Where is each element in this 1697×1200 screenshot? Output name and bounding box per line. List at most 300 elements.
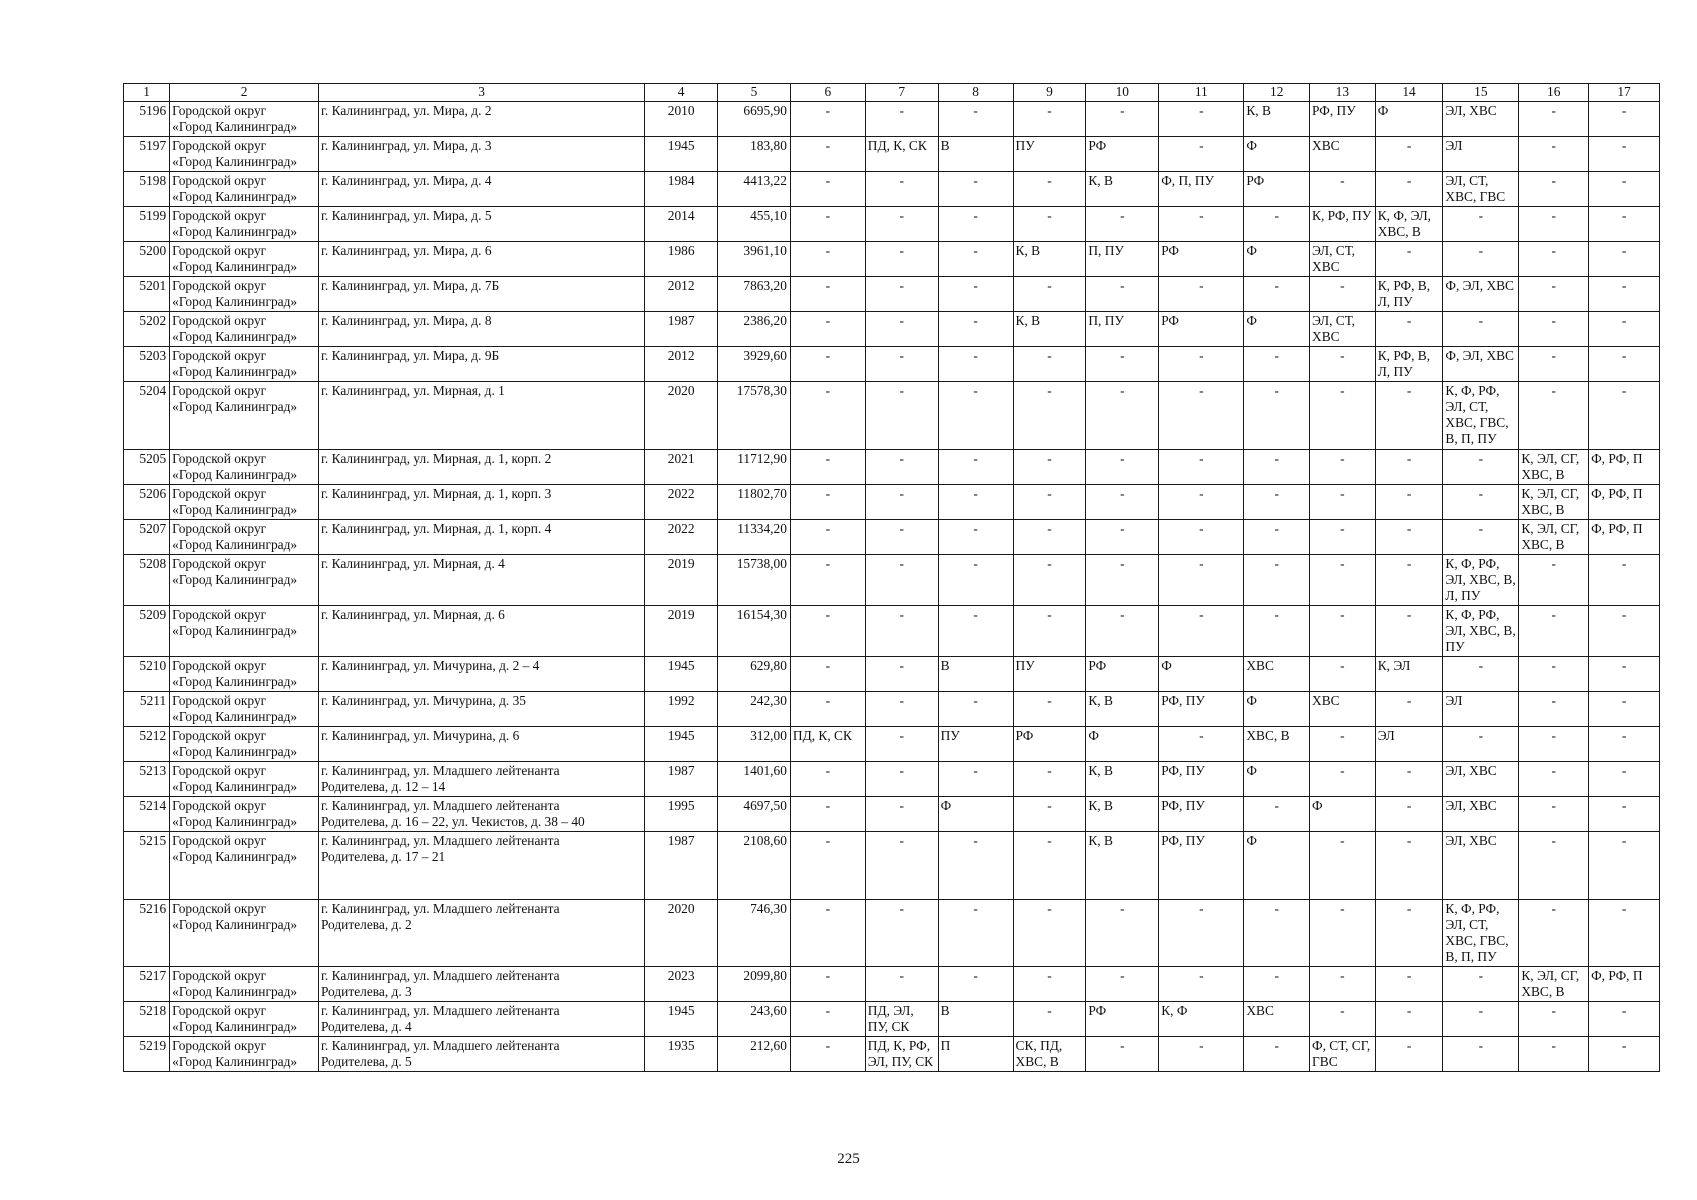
work-type-cell-col-9: -: [1013, 102, 1086, 137]
work-type-cell-col-10: К, В: [1086, 692, 1159, 727]
table-row: [124, 347, 1660, 382]
work-type-cell-col-11: -: [1159, 606, 1244, 657]
work-type-cell-col-13: РФ, ПУ: [1310, 102, 1376, 137]
address-cell: [318, 520, 644, 555]
district-cell: [170, 900, 319, 967]
area-cell: 242,30: [718, 692, 791, 727]
work-type-cell-col-10: К, В: [1086, 172, 1159, 207]
work-type-cell-col-8: -: [938, 347, 1013, 382]
work-type-cell-col-6: -: [790, 657, 865, 692]
work-type-cell-col-10: К, В: [1086, 797, 1159, 832]
district-cell: [170, 657, 319, 692]
work-type-cell-col-7: -: [865, 450, 938, 485]
address-cell-line: г. Калининград, ул. Младшего лейтенанта: [320, 968, 560, 983]
table-row: [124, 797, 1660, 832]
row-number-cell: 5205: [124, 450, 170, 485]
work-type-cell-col-8: В: [938, 1002, 1013, 1037]
address-cell-line: г. Калининград, ул. Младшего лейтенанта: [320, 763, 560, 778]
year-cell: 2012: [645, 277, 718, 312]
district-cell-line: «Город Калининград»: [172, 154, 298, 169]
work-type-cell-col-16: -: [1519, 382, 1589, 450]
work-type-cell-col-13: ЭЛ, СТ, ХВС: [1310, 312, 1376, 347]
work-type-cell-col-17: Ф, РФ, П: [1589, 450, 1660, 485]
work-type-cell-col-6: -: [790, 797, 865, 832]
work-type-cell-col-17: -: [1589, 692, 1660, 727]
work-type-cell-col-14: -: [1375, 520, 1443, 555]
district-cell: [170, 312, 319, 347]
work-type-cell-col-16: К, ЭЛ, СГ, ХВС, В: [1519, 485, 1589, 520]
work-type-cell-col-8: -: [938, 312, 1013, 347]
work-type-cell-col-11: -: [1159, 102, 1244, 137]
work-type-cell-col-14: -: [1375, 762, 1443, 797]
work-type-cell-col-15: ЭЛ: [1443, 137, 1519, 172]
table-row: [124, 207, 1660, 242]
work-type-cell-col-11: -: [1159, 485, 1244, 520]
work-type-cell-col-8: -: [938, 832, 1013, 900]
work-type-cell-col-17: -: [1589, 347, 1660, 382]
area-cell: 183,80: [718, 137, 791, 172]
address-cell-line: г. Калининград, ул. Младшего лейтенанта: [320, 1003, 560, 1018]
work-type-cell-col-11: -: [1159, 207, 1244, 242]
district-cell-line: «Город Калининград»: [172, 224, 298, 239]
address-cell: [318, 137, 644, 172]
column-number-9: 9: [1013, 84, 1086, 102]
column-number-6: 6: [790, 84, 865, 102]
table-row: [124, 520, 1660, 555]
work-type-cell-col-12: ХВС, В: [1244, 727, 1310, 762]
district-cell-line: «Город Калининград»: [172, 623, 298, 638]
district-cell-line: «Город Калининград»: [172, 294, 298, 309]
address-cell-line: г. Калининград, ул. Мирная, д. 1, корп. 3: [320, 486, 552, 501]
row-number-cell: 5198: [124, 172, 170, 207]
work-type-cell-col-10: П, ПУ: [1086, 312, 1159, 347]
year-cell: 2019: [645, 606, 718, 657]
work-type-cell-col-9: -: [1013, 450, 1086, 485]
row-number-cell: 5202: [124, 312, 170, 347]
table-row: [124, 102, 1660, 137]
row-number-cell: 5214: [124, 797, 170, 832]
year-cell: 1945: [645, 1002, 718, 1037]
row-number-cell: 5211: [124, 692, 170, 727]
address-cell: [318, 102, 644, 137]
work-type-cell-col-12: -: [1244, 900, 1310, 967]
year-cell: 1945: [645, 657, 718, 692]
work-type-cell-col-14: -: [1375, 692, 1443, 727]
work-type-cell-col-17: -: [1589, 1037, 1660, 1072]
district-cell-line: Городской округ: [172, 383, 267, 398]
district-cell: [170, 137, 319, 172]
work-type-cell-col-11: РФ: [1159, 312, 1244, 347]
work-type-cell-col-6: -: [790, 762, 865, 797]
address-cell: [318, 172, 644, 207]
address-cell-line: г. Калининград, ул. Мирная, д. 1, корп. 2: [320, 451, 552, 466]
work-type-cell-col-14: К, Ф, ЭЛ, ХВС, В: [1375, 207, 1443, 242]
work-type-cell-col-8: В: [938, 137, 1013, 172]
work-type-cell-col-10: -: [1086, 900, 1159, 967]
table-row: [124, 450, 1660, 485]
work-type-cell-col-14: ЭЛ: [1375, 727, 1443, 762]
work-type-cell-col-9: -: [1013, 347, 1086, 382]
work-type-cell-col-9: ПУ: [1013, 137, 1086, 172]
work-type-cell-col-10: -: [1086, 967, 1159, 1002]
district-cell-line: «Город Калининград»: [172, 502, 298, 517]
work-type-cell-col-15: -: [1443, 1002, 1519, 1037]
area-cell: 2108,60: [718, 832, 791, 900]
column-number-8: 8: [938, 84, 1013, 102]
work-type-cell-col-12: К, В: [1244, 102, 1310, 137]
work-type-cell-col-12: ХВС: [1244, 657, 1310, 692]
work-type-cell-col-17: -: [1589, 102, 1660, 137]
address-cell-line: г. Калининград, ул. Мичурина, д. 6: [320, 728, 520, 743]
work-type-cell-col-6: -: [790, 382, 865, 450]
work-type-cell-col-16: -: [1519, 172, 1589, 207]
work-type-cell-col-12: РФ: [1244, 172, 1310, 207]
address-cell-line: г. Калининград, ул. Мира, д. 5: [320, 208, 492, 223]
work-type-cell-col-7: ПД, ЭЛ, ПУ, СК: [865, 1002, 938, 1037]
area-cell: 746,30: [718, 900, 791, 967]
work-type-cell-col-15: -: [1443, 967, 1519, 1002]
work-type-cell-col-13: ХВС: [1310, 137, 1376, 172]
district-cell-line: Городской округ: [172, 728, 267, 743]
area-cell: 4413,22: [718, 172, 791, 207]
area-cell: 6695,90: [718, 102, 791, 137]
address-cell: [318, 485, 644, 520]
column-number-2: 2: [170, 84, 319, 102]
work-type-cell-col-9: -: [1013, 692, 1086, 727]
work-type-cell-col-9: -: [1013, 762, 1086, 797]
area-cell: 243,60: [718, 1002, 791, 1037]
column-number-11: 11: [1159, 84, 1244, 102]
work-type-cell-col-15: Ф, ЭЛ, ХВС: [1443, 277, 1519, 312]
district-cell: [170, 967, 319, 1002]
column-number-1: 1: [124, 84, 170, 102]
address-cell-line: г. Калининград, ул. Младшего лейтенанта: [320, 833, 560, 848]
address-cell-line: Родителева, д. 3: [320, 984, 412, 999]
work-type-cell-col-10: -: [1086, 102, 1159, 137]
district-cell-line: Городской округ: [172, 901, 267, 916]
work-type-cell-col-15: Ф, ЭЛ, ХВС: [1443, 347, 1519, 382]
work-type-cell-col-16: -: [1519, 692, 1589, 727]
work-type-cell-col-6: -: [790, 520, 865, 555]
work-type-cell-col-17: -: [1589, 555, 1660, 606]
address-cell: [318, 797, 644, 832]
district-cell-line: «Город Калининград»: [172, 189, 298, 204]
row-number-cell: 5217: [124, 967, 170, 1002]
district-cell-line: «Город Калининград»: [172, 537, 298, 552]
work-type-cell-col-7: -: [865, 762, 938, 797]
area-cell: 2099,80: [718, 967, 791, 1002]
work-type-cell-col-13: -: [1310, 762, 1376, 797]
column-number-row: [124, 84, 1660, 102]
work-type-cell-col-6: -: [790, 606, 865, 657]
work-type-cell-col-12: ХВС: [1244, 1002, 1310, 1037]
work-type-cell-col-8: ПУ: [938, 727, 1013, 762]
work-type-cell-col-17: -: [1589, 207, 1660, 242]
district-cell-line: Городской округ: [172, 208, 267, 223]
work-type-cell-col-9: РФ: [1013, 727, 1086, 762]
table-row: [124, 657, 1660, 692]
work-type-cell-col-12: -: [1244, 485, 1310, 520]
work-type-cell-col-6: -: [790, 137, 865, 172]
work-type-cell-col-8: -: [938, 450, 1013, 485]
work-type-cell-col-11: -: [1159, 900, 1244, 967]
work-type-cell-col-8: Ф: [938, 797, 1013, 832]
work-type-cell-col-17: -: [1589, 762, 1660, 797]
district-cell: [170, 485, 319, 520]
column-number-10: 10: [1086, 84, 1159, 102]
work-type-cell-col-13: -: [1310, 900, 1376, 967]
row-number-cell: 5209: [124, 606, 170, 657]
work-type-cell-col-13: -: [1310, 606, 1376, 657]
table-row: [124, 900, 1660, 967]
work-type-cell-col-11: -: [1159, 555, 1244, 606]
work-type-cell-col-16: -: [1519, 1037, 1589, 1072]
work-type-cell-col-9: -: [1013, 832, 1086, 900]
work-type-cell-col-14: -: [1375, 172, 1443, 207]
district-cell-line: Городской округ: [172, 798, 267, 813]
row-number-cell: 5196: [124, 102, 170, 137]
address-cell: [318, 312, 644, 347]
work-type-cell-col-16: -: [1519, 606, 1589, 657]
work-type-cell-col-11: -: [1159, 137, 1244, 172]
area-cell: 629,80: [718, 657, 791, 692]
work-type-cell-col-13: -: [1310, 555, 1376, 606]
address-cell: [318, 1037, 644, 1072]
work-type-cell-col-12: -: [1244, 520, 1310, 555]
address-cell: [318, 207, 644, 242]
work-type-cell-col-16: -: [1519, 657, 1589, 692]
work-type-cell-col-9: ПУ: [1013, 657, 1086, 692]
work-type-cell-col-13: -: [1310, 382, 1376, 450]
work-type-cell-col-9: -: [1013, 606, 1086, 657]
district-cell-line: «Город Калининград»: [172, 709, 298, 724]
address-cell-line: г. Калининград, ул. Младшего лейтенанта: [320, 901, 560, 916]
work-type-cell-col-7: -: [865, 555, 938, 606]
work-type-cell-col-9: -: [1013, 172, 1086, 207]
work-type-cell-col-12: -: [1244, 207, 1310, 242]
work-type-cell-col-7: -: [865, 277, 938, 312]
work-type-cell-col-11: -: [1159, 347, 1244, 382]
district-cell: [170, 382, 319, 450]
address-cell-line: Родителева, д. 5: [320, 1054, 412, 1069]
area-cell: 3961,10: [718, 242, 791, 277]
work-type-cell-col-17: Ф, РФ, П: [1589, 520, 1660, 555]
work-type-cell-col-15: К, Ф, РФ, ЭЛ, СТ, ХВС, ГВС, В, П, ПУ: [1443, 900, 1519, 967]
year-cell: 2022: [645, 520, 718, 555]
work-type-cell-col-11: К, Ф: [1159, 1002, 1244, 1037]
work-type-cell-col-6: -: [790, 207, 865, 242]
work-type-cell-col-13: -: [1310, 967, 1376, 1002]
work-type-cell-col-14: -: [1375, 312, 1443, 347]
work-type-cell-col-14: -: [1375, 832, 1443, 900]
work-type-cell-col-17: Ф, РФ, П: [1589, 485, 1660, 520]
area-cell: 17578,30: [718, 382, 791, 450]
work-type-cell-col-15: ЭЛ, ХВС: [1443, 762, 1519, 797]
district-cell: [170, 832, 319, 900]
district-cell-line: Городской округ: [172, 968, 267, 983]
table-row: [124, 485, 1660, 520]
district-cell-line: Городской округ: [172, 556, 267, 571]
work-type-cell-col-17: -: [1589, 900, 1660, 967]
district-cell: [170, 692, 319, 727]
work-type-cell-col-15: -: [1443, 242, 1519, 277]
work-type-cell-col-9: -: [1013, 485, 1086, 520]
address-cell: [318, 277, 644, 312]
work-type-cell-col-15: -: [1443, 450, 1519, 485]
work-type-cell-col-13: Ф, СТ, СГ, ГВС: [1310, 1037, 1376, 1072]
year-cell: 2020: [645, 900, 718, 967]
district-cell-line: Городской округ: [172, 138, 267, 153]
work-type-cell-col-9: -: [1013, 555, 1086, 606]
district-cell: [170, 606, 319, 657]
work-type-cell-col-9: К, В: [1013, 242, 1086, 277]
work-type-cell-col-6: -: [790, 450, 865, 485]
work-type-cell-col-14: Ф: [1375, 102, 1443, 137]
work-type-cell-col-16: К, ЭЛ, СГ, ХВС, В: [1519, 520, 1589, 555]
work-type-cell-col-6: ПД, К, СК: [790, 727, 865, 762]
address-cell-line: г. Калининград, ул. Мира, д. 7Б: [320, 278, 500, 293]
work-type-cell-col-16: -: [1519, 312, 1589, 347]
year-cell: 2019: [645, 555, 718, 606]
row-number-cell: 5208: [124, 555, 170, 606]
district-cell-line: Городской округ: [172, 451, 267, 466]
work-type-cell-col-11: -: [1159, 727, 1244, 762]
table-body: [124, 102, 1660, 1072]
work-type-cell-col-6: -: [790, 1002, 865, 1037]
work-type-cell-col-7: -: [865, 967, 938, 1002]
area-cell: 1401,60: [718, 762, 791, 797]
address-cell: [318, 967, 644, 1002]
area-cell: 4697,50: [718, 797, 791, 832]
district-cell-line: «Город Калининград»: [172, 399, 298, 414]
work-type-cell-col-7: -: [865, 172, 938, 207]
year-cell: 2022: [645, 485, 718, 520]
work-type-cell-col-16: -: [1519, 900, 1589, 967]
work-type-cell-col-16: -: [1519, 102, 1589, 137]
table-row: [124, 762, 1660, 797]
address-cell-line: г. Калининград, ул. Мичурина, д. 35: [320, 693, 526, 708]
column-number-15: 15: [1443, 84, 1519, 102]
year-cell: 2012: [645, 347, 718, 382]
work-type-cell-col-7: -: [865, 900, 938, 967]
address-cell: [318, 727, 644, 762]
work-type-cell-col-6: -: [790, 485, 865, 520]
work-type-cell-col-13: -: [1310, 832, 1376, 900]
work-type-cell-col-11: Ф: [1159, 657, 1244, 692]
work-type-cell-col-15: ЭЛ, ХВС: [1443, 102, 1519, 137]
column-number-17: 17: [1589, 84, 1660, 102]
work-type-cell-col-15: ЭЛ: [1443, 692, 1519, 727]
table-row: [124, 312, 1660, 347]
work-type-cell-col-9: К, В: [1013, 312, 1086, 347]
year-cell: 2020: [645, 382, 718, 450]
work-type-cell-col-16: -: [1519, 277, 1589, 312]
district-cell-line: Городской округ: [172, 833, 267, 848]
row-number-cell: 5218: [124, 1002, 170, 1037]
work-type-cell-col-8: В: [938, 657, 1013, 692]
district-cell-line: Городской округ: [172, 243, 267, 258]
work-type-cell-col-13: -: [1310, 1002, 1376, 1037]
work-type-cell-col-17: -: [1589, 312, 1660, 347]
work-type-cell-col-15: -: [1443, 312, 1519, 347]
area-cell: 16154,30: [718, 606, 791, 657]
work-type-cell-col-15: -: [1443, 727, 1519, 762]
work-type-cell-col-14: К, РФ, В, Л, ПУ: [1375, 347, 1443, 382]
district-cell-line: Городской округ: [172, 693, 267, 708]
work-type-cell-col-6: -: [790, 900, 865, 967]
district-cell-line: Городской округ: [172, 348, 267, 363]
work-type-cell-col-17: -: [1589, 242, 1660, 277]
address-cell: [318, 347, 644, 382]
table-row: [124, 382, 1660, 450]
address-cell-line: г. Калининград, ул. Мирная, д. 6: [320, 607, 505, 622]
year-cell: 1986: [645, 242, 718, 277]
row-number-cell: 5197: [124, 137, 170, 172]
district-cell-line: «Город Калининград»: [172, 779, 298, 794]
work-type-cell-col-10: -: [1086, 555, 1159, 606]
work-type-cell-col-14: К, РФ, В, Л, ПУ: [1375, 277, 1443, 312]
work-type-cell-col-6: -: [790, 102, 865, 137]
work-type-cell-col-13: -: [1310, 485, 1376, 520]
district-cell: [170, 347, 319, 382]
work-type-cell-col-6: -: [790, 555, 865, 606]
address-cell-line: г. Калининград, ул. Мира, д. 2: [320, 103, 492, 118]
district-cell: [170, 207, 319, 242]
row-number-cell: 5212: [124, 727, 170, 762]
year-cell: 2014: [645, 207, 718, 242]
work-type-cell-col-12: -: [1244, 967, 1310, 1002]
work-type-cell-col-10: -: [1086, 347, 1159, 382]
district-cell-line: Городской округ: [172, 1038, 267, 1053]
work-type-cell-col-11: Ф, П, ПУ: [1159, 172, 1244, 207]
work-type-cell-col-10: РФ: [1086, 1002, 1159, 1037]
work-type-cell-col-7: -: [865, 382, 938, 450]
work-type-cell-col-16: К, ЭЛ, СГ, ХВС, В: [1519, 450, 1589, 485]
year-cell: 2023: [645, 967, 718, 1002]
district-cell-line: «Город Калининград»: [172, 467, 298, 482]
work-type-cell-col-11: -: [1159, 520, 1244, 555]
work-type-cell-col-9: -: [1013, 382, 1086, 450]
work-type-cell-col-13: -: [1310, 727, 1376, 762]
work-type-cell-col-6: -: [790, 277, 865, 312]
area-cell: 15738,00: [718, 555, 791, 606]
work-type-cell-col-7: -: [865, 832, 938, 900]
register-table: [123, 83, 1660, 1072]
table-row: [124, 555, 1660, 606]
district-cell-line: «Город Калининград»: [172, 572, 298, 587]
work-type-cell-col-12: -: [1244, 347, 1310, 382]
work-type-cell-col-16: -: [1519, 797, 1589, 832]
work-type-cell-col-10: -: [1086, 207, 1159, 242]
work-type-cell-col-7: ПД, К, СК: [865, 137, 938, 172]
work-type-cell-col-10: К, В: [1086, 762, 1159, 797]
work-type-cell-col-9: -: [1013, 797, 1086, 832]
table-row: [124, 832, 1660, 900]
district-cell-line: Городской округ: [172, 658, 267, 673]
work-type-cell-col-8: -: [938, 172, 1013, 207]
area-cell: 11712,90: [718, 450, 791, 485]
district-cell-line: «Город Калининград»: [172, 1054, 298, 1069]
work-type-cell-col-8: -: [938, 762, 1013, 797]
work-type-cell-col-7: ПД, К, РФ, ЭЛ, ПУ, СК: [865, 1037, 938, 1072]
work-type-cell-col-7: -: [865, 207, 938, 242]
work-type-cell-col-14: -: [1375, 485, 1443, 520]
work-type-cell-col-13: ХВС: [1310, 692, 1376, 727]
address-cell-line: г. Калининград, ул. Младшего лейтенанта: [320, 798, 560, 813]
row-number-cell: 5199: [124, 207, 170, 242]
address-cell-line: Родителева, д. 2: [320, 917, 412, 932]
work-type-cell-col-15: К, Ф, РФ, ЭЛ, ХВС, В, ПУ: [1443, 606, 1519, 657]
